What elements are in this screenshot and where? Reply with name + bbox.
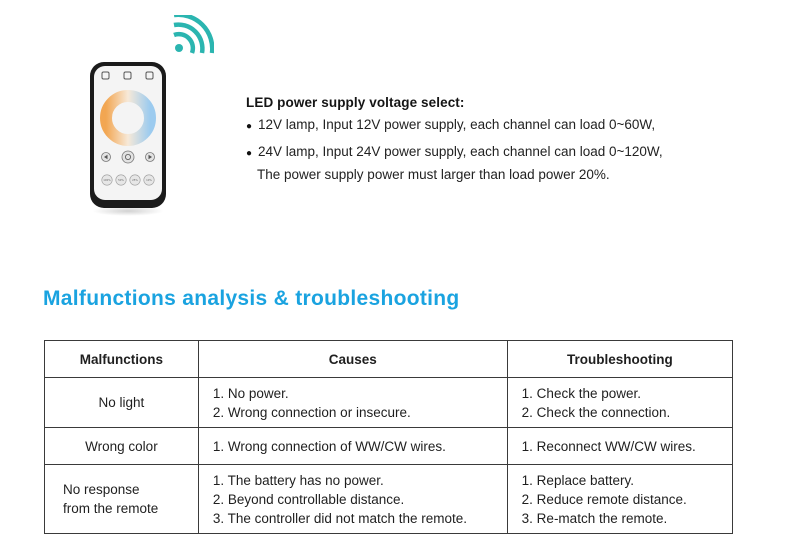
voltage-bullet-text: 12V lamp, Input 12V power supply, each channel can load 0~60W,	[258, 117, 656, 132]
fix-item: 2. Check the connection.	[521, 404, 671, 420]
remote-button-label: 10%	[146, 179, 152, 182]
bullet-icon: ●	[246, 121, 253, 132]
fix-item: 1. Reconnect WW/CW wires.	[521, 438, 696, 454]
bullet-icon: ●	[246, 148, 253, 159]
troubleshooting-cell	[507, 378, 732, 428]
section-title: Malfunctions analysis & troubleshooting	[43, 287, 460, 310]
cause-item: 2. Wrong connection or insecure.	[212, 404, 411, 420]
column-header-causes: Causes	[198, 341, 507, 378]
cause-item: 2. Beyond controllable distance.	[212, 491, 405, 507]
voltage-bullet-12v	[246, 118, 655, 132]
fix-item: 2. Reduce remote distance.	[521, 491, 687, 507]
remote-button-label: 50%	[118, 179, 124, 182]
remote-control-image	[88, 60, 168, 210]
cause-item: 1. Wrong connection of WW/CW wires.	[212, 438, 446, 454]
cause-item: 1. The battery has no power.	[212, 472, 384, 488]
malfunction-cell	[45, 428, 199, 465]
column-header-malfunctions: Malfunctions	[45, 341, 199, 378]
troubleshooting-table	[44, 340, 733, 534]
remote-button-label: 25%	[132, 179, 138, 182]
fix-item: 3. Re-match the remote.	[521, 510, 668, 526]
table-header-row	[45, 341, 733, 378]
table-row	[45, 465, 733, 534]
voltage-note: The power supply power must larger than load power 20%.	[257, 167, 610, 182]
column-header-troubleshooting: Troubleshooting	[507, 341, 732, 378]
troubleshooting-cell	[507, 465, 732, 534]
voltage-bullet-24v	[246, 145, 663, 159]
fix-item: 1. Check the power.	[521, 385, 641, 401]
cause-item: 1. No power.	[212, 385, 289, 401]
wireless-signal-icon	[170, 15, 214, 55]
troubleshooting-cell	[507, 428, 732, 465]
voltage-select-section	[246, 95, 663, 182]
remote-button-label: 100%	[103, 179, 111, 182]
voltage-bullet-text: 24V lamp, Input 24V power supply, each channel can load 0~120W,	[258, 144, 663, 159]
malfunction-cell	[45, 465, 199, 534]
malfunction-text: No light	[98, 395, 145, 410]
remote-shadow	[92, 206, 164, 216]
causes-cell	[198, 465, 507, 534]
malfunction-cell	[45, 378, 199, 428]
fix-item: 1. Replace battery.	[521, 472, 634, 488]
voltage-heading: LED power supply voltage select:	[246, 95, 465, 110]
table-row	[45, 378, 733, 428]
malfunction-text: Wrong color	[85, 438, 158, 454]
malfunction-text: No response	[63, 482, 140, 497]
table-row	[45, 428, 733, 465]
cause-item: 3. The controller did not match the remote.	[212, 510, 467, 526]
causes-cell	[198, 428, 507, 465]
malfunction-text: from the remote	[63, 501, 159, 516]
causes-cell	[198, 378, 507, 428]
